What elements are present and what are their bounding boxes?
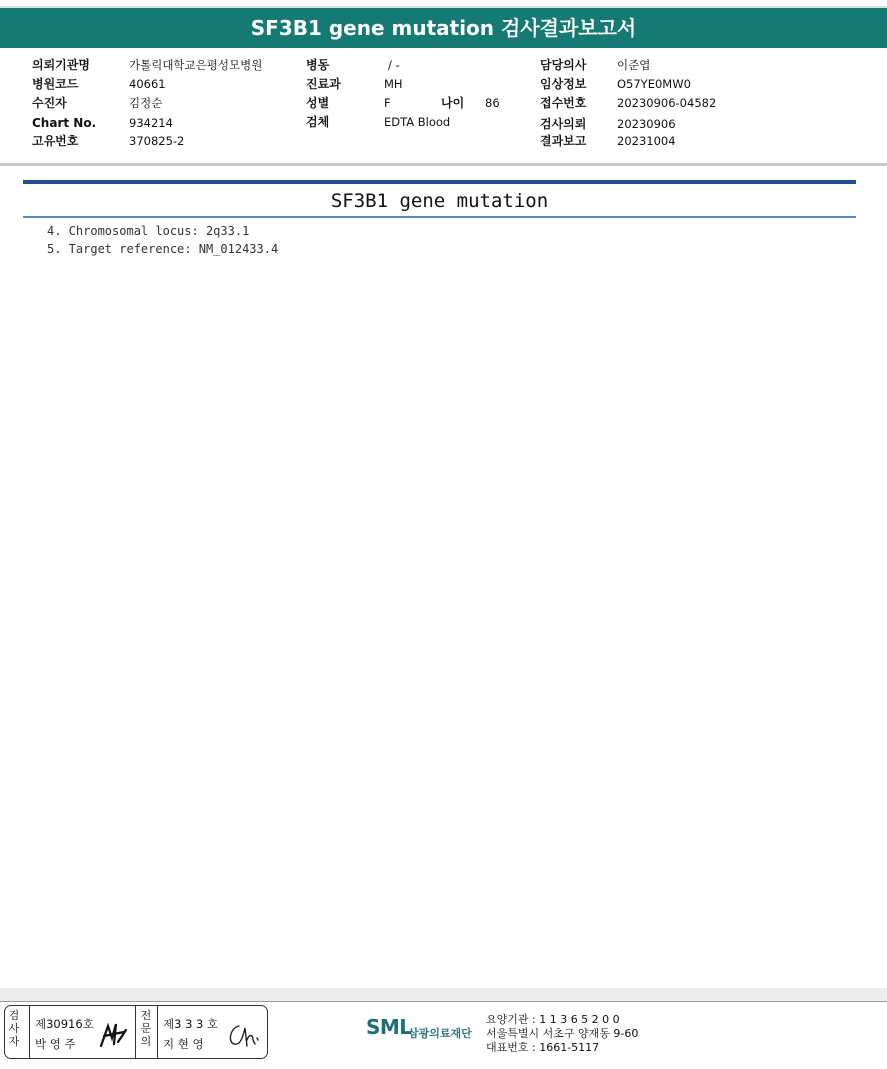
dept-value: MH — [384, 77, 403, 91]
sig-separator — [157, 1006, 158, 1058]
unique-no-value: 370825-2 — [129, 134, 185, 148]
receipt-no-value: 20230906-04582 — [617, 96, 717, 110]
examinee-value: 김정순 — [129, 96, 163, 110]
signature-box — [4, 1005, 268, 1059]
specialist-vertical-label: 전 문 의 — [140, 1009, 152, 1048]
clinical-info-value: O57YE0MW0 — [617, 77, 691, 91]
hospital-code-label: 병원코드 — [32, 77, 79, 91]
ward-value: / - — [388, 58, 400, 72]
ward-label: 병동 — [306, 58, 330, 72]
specialist-license-no: 제3 3 3 호 — [163, 1017, 219, 1031]
sig-separator — [29, 1006, 30, 1058]
org-address-line: 서울특별시 서초구 양재동 9-60 — [486, 1027, 639, 1040]
sex-value: F — [384, 96, 391, 110]
institution-label: 의뢰기관명 — [32, 58, 90, 72]
examinee-label: 수진자 — [32, 96, 67, 110]
report-top-rule — [23, 180, 856, 184]
tester-name: 박 영 주 — [35, 1037, 76, 1051]
receipt-no-label: 접수번호 — [540, 96, 587, 110]
patient-info — [0, 56, 887, 146]
report-title-rule — [23, 216, 856, 218]
report-body — [47, 222, 278, 258]
tester-vertical-label: 검 사 자 — [8, 1009, 20, 1048]
org-name: 삼광의료재단 — [408, 1027, 472, 1040]
age-value: 86 — [485, 96, 500, 110]
report-date-value: 20231004 — [617, 134, 676, 148]
org-phone-line: 대표번호 : 1661-5117 — [486, 1041, 600, 1054]
report-line: 4. Chromosomal locus: 2q33.1 — [47, 224, 250, 238]
chart-no-value: 934214 — [129, 116, 173, 130]
tester-license-no: 제30916호 — [35, 1017, 94, 1031]
report-line: 5. Target reference: NM_012433.4 — [47, 242, 279, 256]
chart-no-label: Chart No. — [32, 116, 97, 130]
specialist-signature-icon — [225, 1018, 261, 1050]
doctor-label: 담당의사 — [540, 58, 587, 72]
sig-separator — [135, 1006, 136, 1058]
unique-no-label: 고유번호 — [32, 134, 79, 148]
sml-logo-mark: SML — [366, 1015, 412, 1039]
request-date-value: 20230906 — [617, 117, 676, 131]
age-label: 나이 — [441, 96, 465, 110]
clinical-info-label: 임상정보 — [540, 77, 587, 91]
request-date-label: 검사의뢰 — [540, 117, 587, 131]
report-header-title: SF3B1 gene mutation 검사결과보고서 — [0, 8, 887, 48]
dept-label: 진료과 — [306, 77, 341, 91]
institution-value: 가톨릭대학교은평성모병원 — [129, 58, 263, 72]
report-section-title: SF3B1 gene mutation — [330, 190, 549, 212]
specimen-value: EDTA Blood — [384, 115, 451, 129]
specimen-label: 검체 — [306, 115, 330, 129]
org-license-line: 요양기관 : 1 1 3 6 5 2 0 0 — [486, 1013, 620, 1026]
org-address-block — [486, 1013, 638, 1055]
sml-logo — [366, 1015, 472, 1040]
info-divider — [0, 163, 887, 166]
report-date-label: 결과보고 — [540, 134, 587, 148]
footer-band — [0, 988, 887, 1002]
hospital-code-value: 40661 — [129, 77, 166, 91]
sex-label: 성별 — [306, 96, 330, 110]
doctor-value: 이준엽 — [617, 58, 651, 72]
specialist-name: 지 현 영 — [163, 1037, 204, 1051]
tester-signature-icon — [98, 1020, 130, 1050]
